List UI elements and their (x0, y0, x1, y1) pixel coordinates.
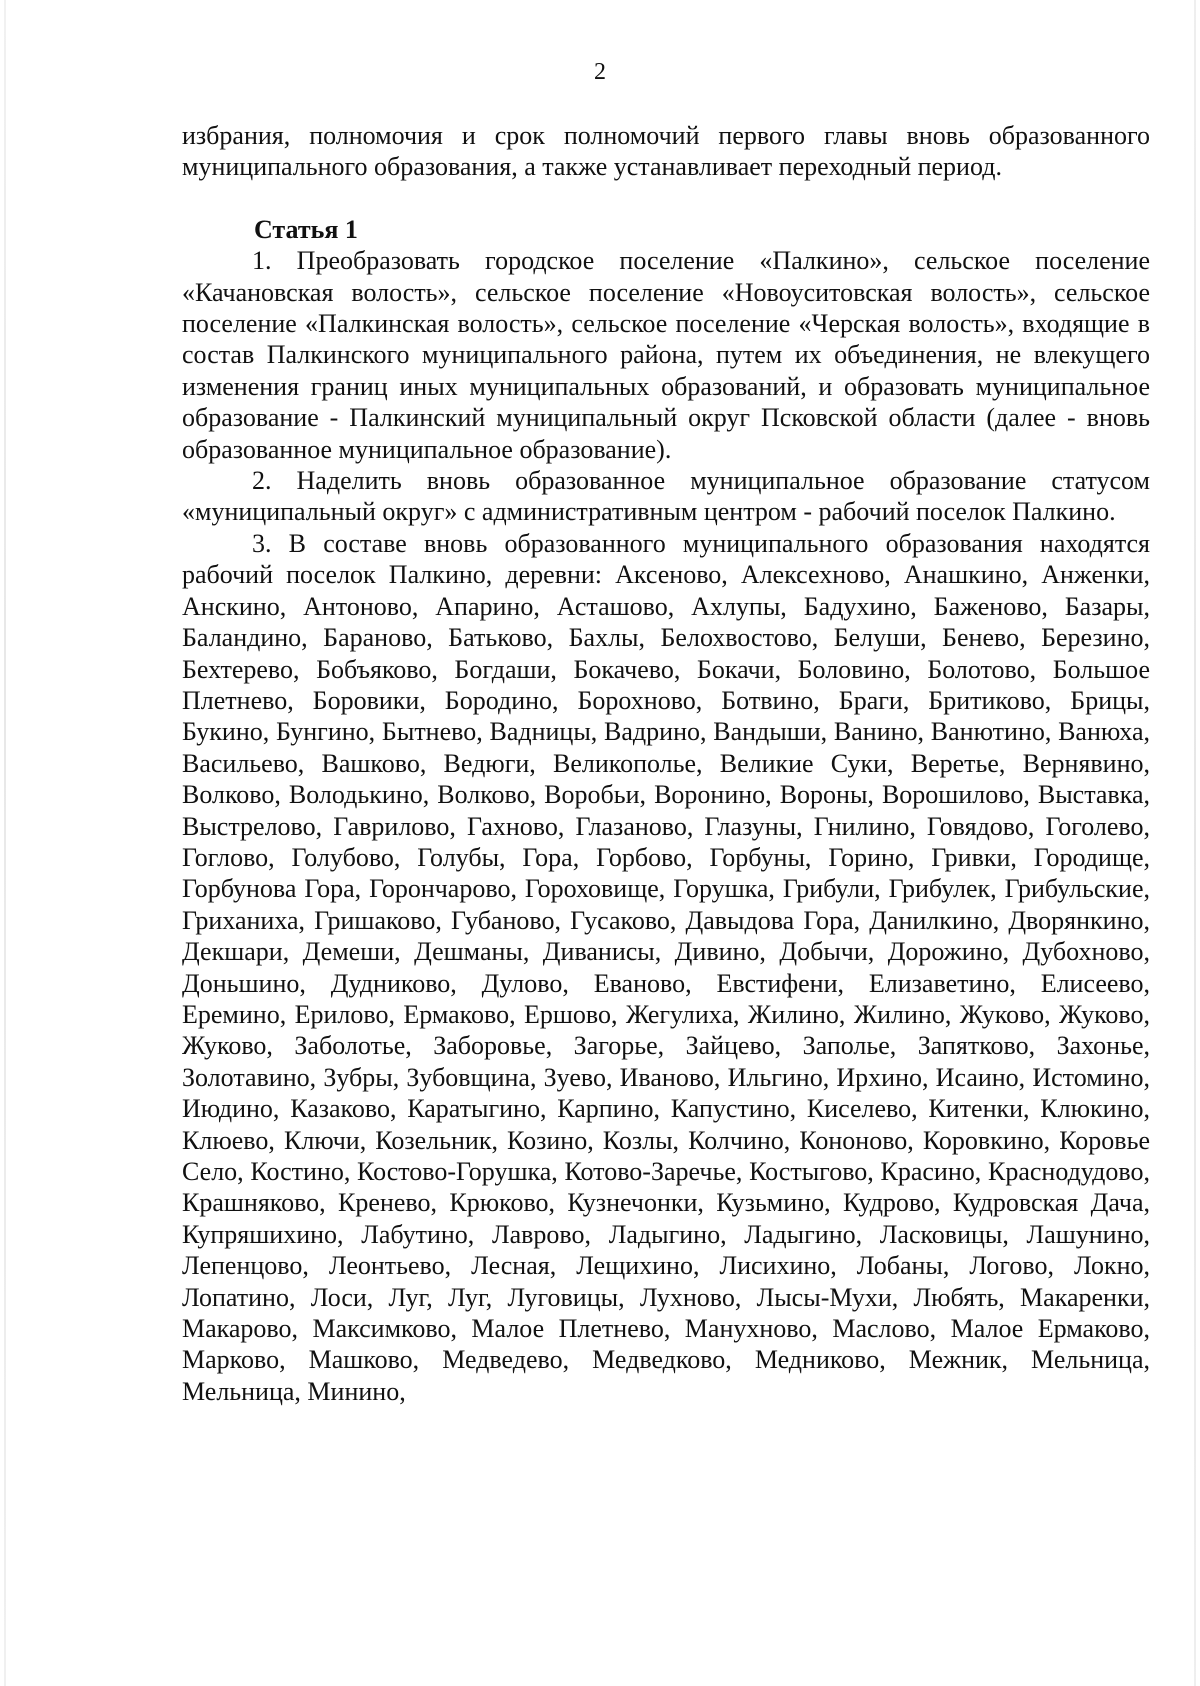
paragraph-gap (182, 183, 1150, 214)
page-number: 2 (594, 59, 606, 85)
document-body (182, 120, 1150, 1407)
paragraph-3: 3. В составе вновь образованного муниципального образования находятся рабочий поселок Палкино, деревни: Аксеново, Алексехново, Анашкино, Анженки, Анскино, Антоново, Апарино, Асташово, Ахлупы, Бадухино, Баженово, Базары, Баландино, Бараново, Батьково, Бахлы, Белохвостово, Белуши, Бенево, Березино, Бехтерево, Бобъяково, Богдаши, Бокачево, Бокачи, Боловино, Болотово, Большое Плетнево, Боровики, Бородино, Борохново, Ботвино, Браги, Бритиково, Брицы, Букино, Бунгино, Бытнево, Вадницы, Вадрино, Вандыши, Ванино, Ванютино, Ванюха, Васильево, Вашково, Ведюги, Великополье, Великие Суки, Веретье, Вернявино, Волково, Володькино, Волково, Воробьи, Воронино, Вороны, Ворошилово, Выставка, Выстрелово, Гаврилово, Гахново, Глазаново, Глазуны, Гнилино, Говядово, Гоголево, Гоглово, Голубово, Голубы, Гора, Горбово, Горбуны, Горино, Гривки, Городище, Горбунова Гора, Горончарово, Гороховище, Горушка, Грибули, Грибулек, Грибульские, Гриханиха, Гришаково, Губаново, Гусаково, Давыдова Гора, Данилкино, Дворянкино, Декшари, Демеши, Дешманы, Диванисы, Дивино, Добычи, Дорожино, Дубохново, Доньшино, Дудниково, Дулово, Еваново, Евстифени, Елизаветино, Елисеево, Еремино, Ерилово, Ермаково, Ершово, Жегулиха, Жилино, Жилино, Жуково, Жуково, Жуково, Заболотье, Заборовье, Загорье, Зайцево, Заполье, Запятково, Захонье, Золотавино, Зубры, Зубовщина, Зуево, Иваново, Ильгино, Ирхино, Исаино, Истомино, Июдино, Казаково, Каратыгино, Карпино, Капустино, Киселево, Китенки, Клюкино, Клюево, Ключи, Козельник, Козино, Козлы, Колчино, Кононово, Коровкино, Коровье Село, Костино, Костово-Горушка, Котово-Заречье, Костыгово, Красино, Краснодудово, Крашняково, Кренево, Крюково, Кузнечонки, Кузьмино, Кудрово, Кудровская Дача, Купряшихино, Лабутино, Лаврово, Ладыгино, Ладыгино, Ласковицы, Лашунино, Лепенцово, Леонтьево, Лесная, Лещихино, Лисихино, Лобаны, Логово, Локно, Лопатино, Лоси, Луг, Луг, Луговицы, Лухново, Лысы-Мухи, Любять, Макаренки, Макарово, Максимково, Малое Плетнево, Манухново, Маслово, Малое Ермаково, Марково, Машково, Медведево, Медведково, Медниково, Межник, Мельница, Мельница, Минино, (182, 528, 1150, 1406)
paragraph-2: 2. Наделить вновь образованное муниципальное образование статусом «муниципальный округ» с административным центром - рабочий поселок Палкино. (182, 466, 1150, 527)
continuation-paragraph: избрания, полномочия и срок полномочий первого главы вновь образованного муниципального образования, а также устанавливает переходный период. (182, 121, 1150, 182)
article-heading: Статья 1 (254, 214, 358, 244)
paragraph-1: 1. Преобразовать городское поселение «Палкино», сельское поселение «Качановская волость», сельское поселение «Новоуситовская волость», сельское поселение «Палкинская волость», сельское поселение «Черская волость», входящие в состав Палкинского муниципального района, путем их объединения, не влекущего изменения границ иных муниципальных образований, и образовать муниципальное образование - Палкинский муниципальный округ Псковской области (далее - вновь образованное муниципальное образование). (182, 246, 1150, 464)
scan-edge-right (1194, 0, 1196, 1686)
scan-edge-left (4, 0, 6, 1686)
